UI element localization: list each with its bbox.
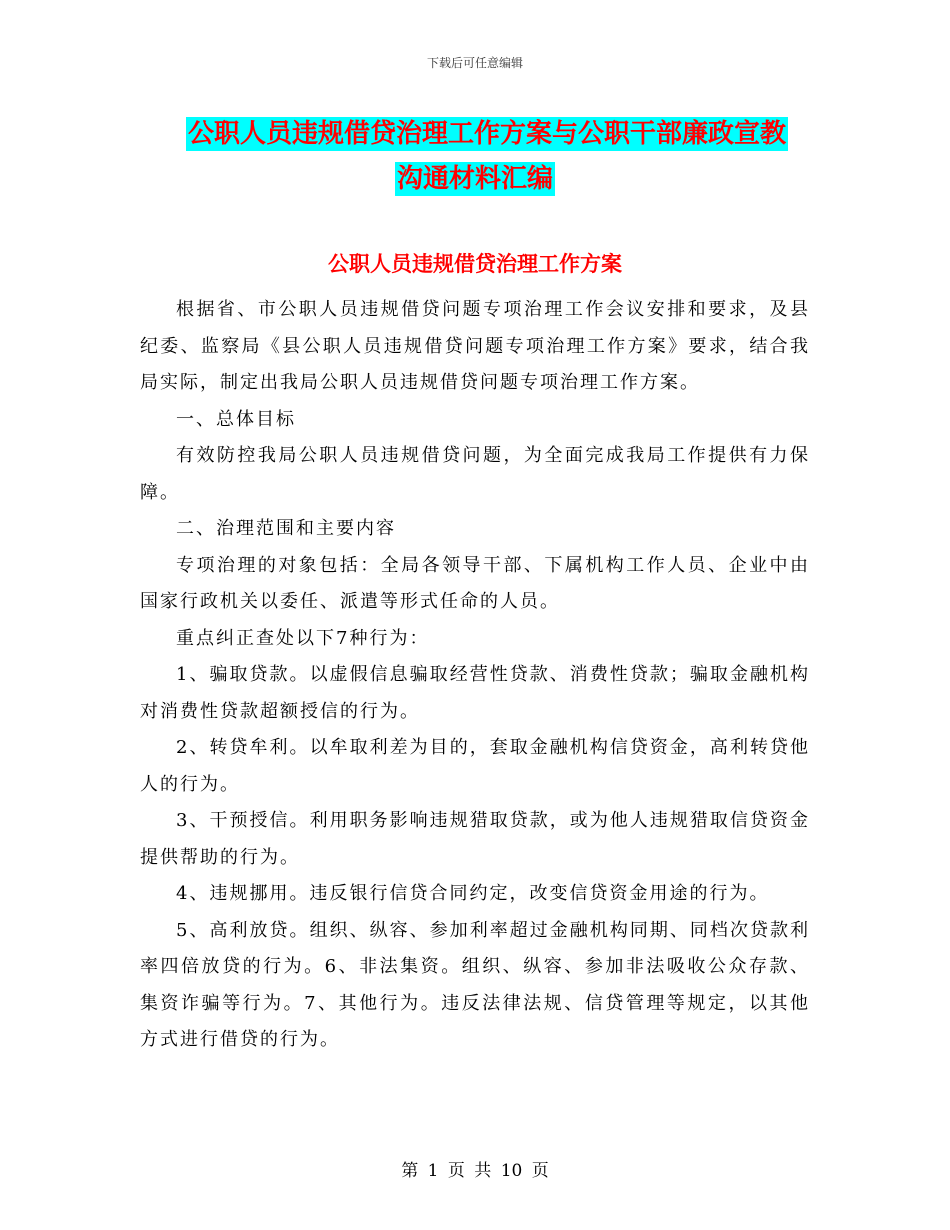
section-title: 公职人员违规借贷治理工作方案 (328, 252, 622, 276)
header-note: 下载后可任意编辑 (426, 56, 523, 70)
paragraph-scope: 专项治理的对象包括：全局各领导干部、下属机构工作人员、企业中由国家行政机关以委任、派遣等形式任命的人员。 (140, 554, 810, 612)
list-item-5-7: 5、高利放贷。组织、纵容、参加利率超过金融机构同期、同档次贷款利率四倍放贷的行为。6、非法集资。组织、纵容、参加非法吸收公众存款、集资诈骗等行为。7、其他行为。违反法律法规、信贷管理等规定，以其他方式进行借贷的行为。 (140, 919, 810, 1050)
list-item-3: 3、干预授信。利用职务影响违规猎取贷款，或为他人违规猎取信贷资金提供帮助的行为。 (140, 810, 810, 868)
page-title-line-2-text: 沟通材料汇编 (396, 164, 553, 194)
page-title-line-2 (0, 158, 950, 195)
list-item-4: 4、违规挪用。违反银行信贷合同约定，改变信贷资金用途的行为。 (176, 883, 770, 904)
heading-overall-goal: 一、总体目标 (176, 408, 296, 430)
page-number: 第 1 页 共 10 页 (401, 1161, 549, 1181)
paragraph-goal: 有效防控我局公职人员违规借贷问题，为全面完成我局工作提供有力保障。 (140, 445, 810, 503)
list-item-1: 1、骗取贷款。以虚假信息骗取经营性贷款、消费性贷款；骗取金融机构对消费性贷款超额授信的行为。 (140, 664, 810, 722)
paragraph-intro: 根据省、市公职人员违规借贷问题专项治理工作会议安排和要求，及县纪委、监察局《县公职人员违规借贷问题专项治理工作方案》要求，结合我局实际，制定出我局公职人员违规借贷问题专项治理工作方案。 (140, 299, 810, 393)
heading-scope: 二、治理范围和主要内容 (176, 518, 396, 539)
paragraph-behaviors-intro: 重点纠正查处以下7种行为： (176, 627, 430, 649)
list-item-2: 2、转贷牟利。以牟取利差为目的，套取金融机构信贷资金，高利转贷他人的行为。 (140, 737, 810, 795)
document-body (140, 292, 810, 1059)
page-title-line-1-text: 公职人员违规借贷治理工作方案与公职干部廉政宣教 (187, 119, 786, 149)
page-title-line-1 (0, 113, 950, 150)
